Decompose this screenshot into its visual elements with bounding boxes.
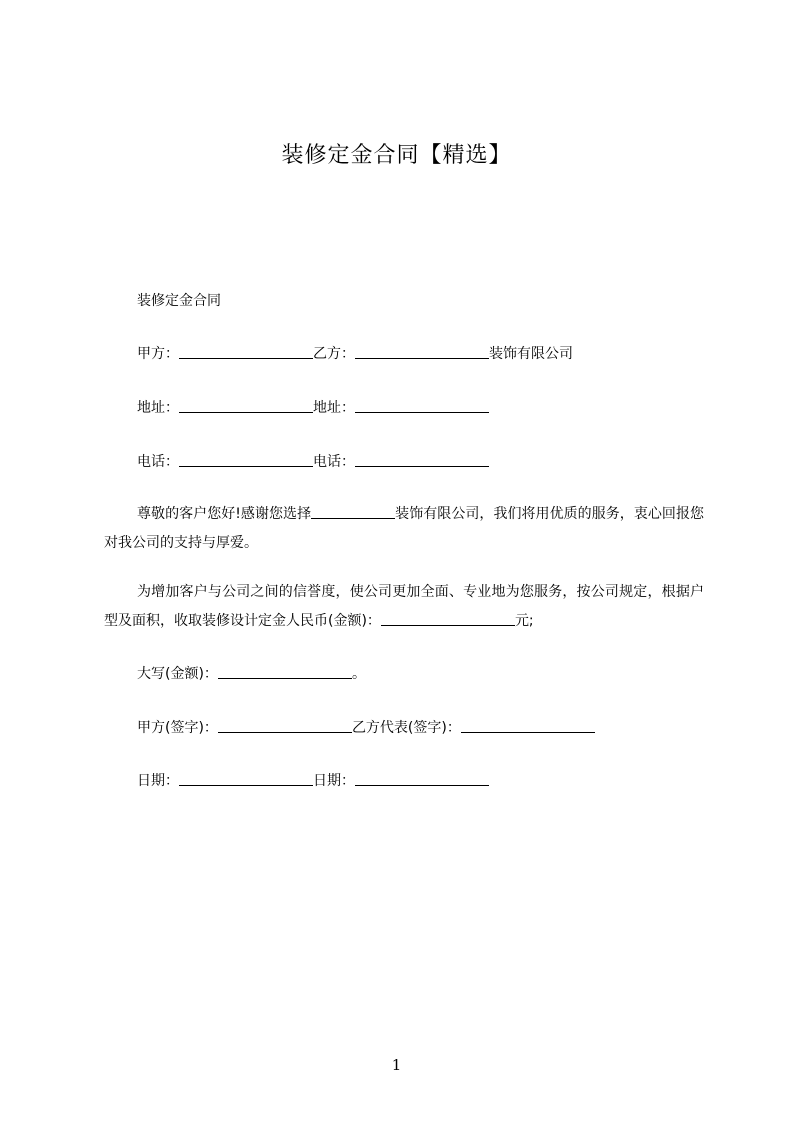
date-label-b: 日期： [313,773,355,789]
phone-label-a: 电话： [137,454,179,470]
capital-label: 大写(金额)： [137,666,218,682]
address-label-a: 地址： [137,400,179,416]
capital-end: 。 [351,666,366,682]
phone-b-blank [355,452,489,467]
sign-a-label: 甲方(签字)： [137,720,218,736]
party-b-blank [355,344,489,359]
phone-line [137,452,489,472]
sign-b-blank [461,718,595,733]
contract-heading: 装修定金合同 [137,293,221,309]
signature-line [137,718,595,738]
address-line [137,398,489,418]
sign-b-label: 乙方代表(签字)： [351,720,461,736]
greeting-paragraph [104,500,704,558]
address-label-b: 地址： [313,400,355,416]
party-a-blank [179,344,313,359]
sign-a-blank [218,718,352,733]
capital-amount-line [137,664,366,684]
party-b-label: 乙方： [313,346,355,362]
greeting-text-2: 装饰有限公司，我们将用优质的服务，衷心回报您对我公司的支持与厚爱。 [104,506,704,551]
capital-amount-blank [218,664,352,679]
phone-label-b: 电话： [313,454,355,470]
address-b-blank [355,398,489,413]
greeting-text-1: 尊敬的客户您好!感谢您选择 [137,506,312,522]
deposit-text-1: 为增加客户与公司之间的信誉度，使公司更加全面、专业地为您服务，按公司规定，根据户型及面积，收取装修设计定金人民币(金额)： [104,584,704,629]
company-suffix: 装饰有限公司 [489,346,573,362]
deposit-paragraph [104,578,704,636]
party-a-label: 甲方： [137,346,179,362]
company-name-blank [311,504,395,519]
deposit-amount-blank [381,611,515,626]
date-label-a: 日期： [137,773,179,789]
phone-a-blank [179,452,313,467]
date-line [137,771,489,791]
date-a-blank [179,771,313,786]
document-title: 装修定金合同【精选】 [281,143,512,168]
parties-line [137,344,573,364]
date-b-blank [355,771,489,786]
address-a-blank [179,398,313,413]
deposit-text-2: 元; [514,613,534,629]
page-number: 1 [391,1056,402,1074]
